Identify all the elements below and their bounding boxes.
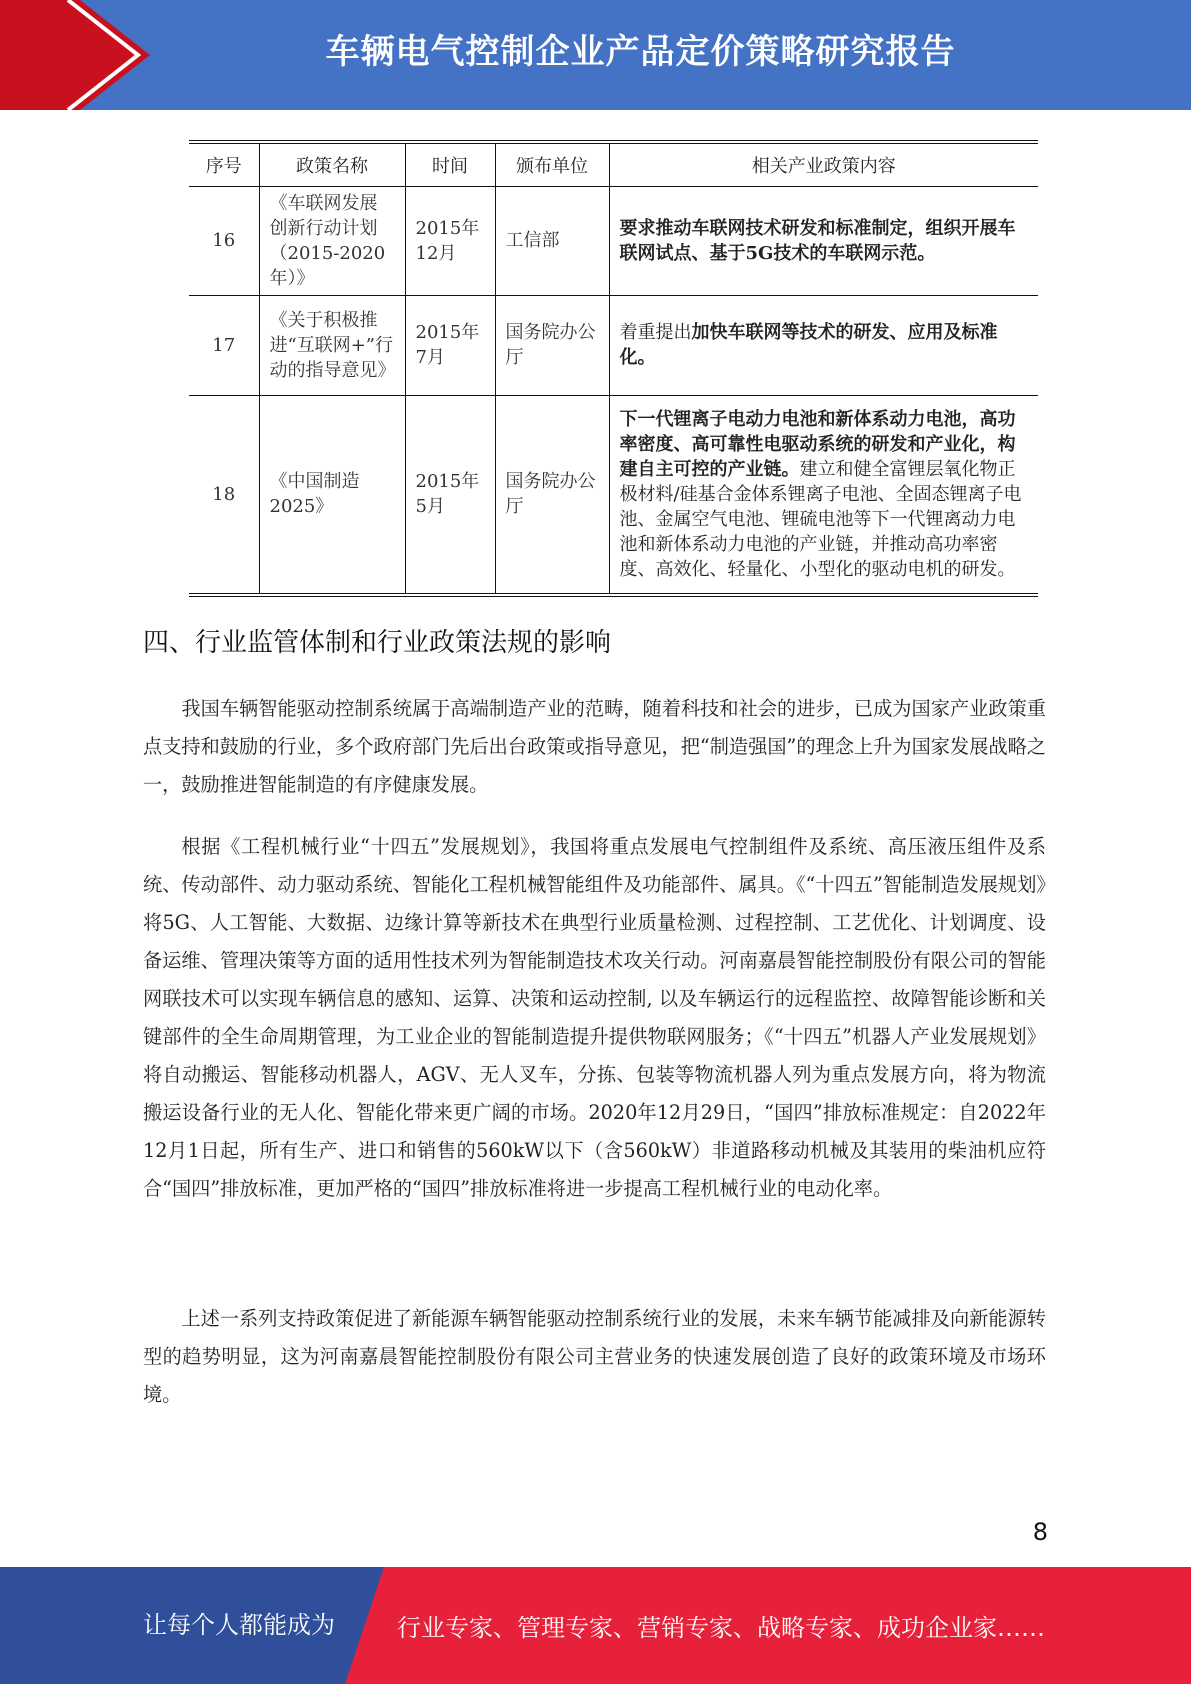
cell-unit: 国务院办公厅 <box>495 295 609 395</box>
footer-slogan-right: 行业专家、管理专家、营销专家、战略专家、成功企业家…… <box>397 1614 1045 1642</box>
footer-slogan-left: 让每个人都能成为 <box>143 1611 335 1639</box>
content-bold: 加快车联网等技术的研发、应用及标准化。 <box>619 322 998 368</box>
cell-content <box>609 295 1038 395</box>
table-row <box>189 186 1038 295</box>
page-number: 8 <box>1032 1518 1048 1546</box>
col-header-unit: 颁布单位 <box>495 142 609 186</box>
col-header-name: 政策名称 <box>259 142 405 186</box>
content-part2: 建立和健全富锂层氧化物正极材料/硅基合金体系锂离子电池、全固态锂离子电池、金属空气电池、锂硫电池等下一代锂离动力电池和新体系动力电池的产业链，并推动高功率密度、高效化、轻量化、小型化的驱动电机的研发。 <box>619 458 1022 580</box>
table-header-row <box>189 142 1038 186</box>
paragraph-3: 上述一系列支持政策促进了新能源车辆智能驱动控制系统行业的发展，未来车辆节能减排及向新能源转型的趋势明显，这为河南嘉晨智能控制股份有限公司主营业务的快速发展创造了良好的政策环境及市场环境。 <box>143 1307 1046 1406</box>
cell-name: 《中国制造2025》 <box>259 395 405 595</box>
col-header-content: 相关产业政策内容 <box>609 142 1038 186</box>
cell-time: 2015年5月 <box>405 395 495 595</box>
policy-table <box>189 140 1038 597</box>
cell-unit: 工信部 <box>495 186 609 295</box>
cell-time: 2015年7月 <box>405 295 495 395</box>
table-row <box>189 295 1038 395</box>
content-bold: 要求推动车联网技术研发和标准制定，组织开展车联网试点、基于5G技术的车联网示范。 <box>619 217 1016 264</box>
cell-content <box>609 395 1038 595</box>
cell-no: 16 <box>189 186 259 295</box>
col-header-time: 时间 <box>405 142 495 186</box>
paragraph-2: 根据《工程机械行业“十四五”发展规划》，我国将重点发展电气控制组件及系统、高压液压组件及系统、传动部件、动力驱动系统、智能化工程机械智能组件及功能部件、属具。《“十四五”智能制造发展规划》将5G、人工智能、大数据、边缘计算等新技术在典型行业质量检测、过程控制、工艺优化、计划调度、设备运维、管理决策等方面的适用性技术列为智能制造技术攻关行动。河南嘉晨智能控制股份有限公司的智能网联技术可以实现车辆信息的感知、运算、决策和运动控制, 以及车辆运行的远程监控、故障智能诊断和关键部件的全生命周期管理，为工业企业的智能制造提升提供物联网服务；《“十四五”机器人产业发展规划》将自动搬运、智能移动机器人，AGV、无人叉车，分拣、包装等物流机器人列为重点发展方向，将为物流搬运设备行业的无人化、智能化带来更广阔的市场。2020年12月29日，“国四”排放标准规定：自2022年12月1日起，所有生产、进口和销售的560kW以下（含560kW）非道路移动机械及其装用的柴油机应符合“国四”排放标准，更加严格的“国四”排放标准将进一步提高工程机械行业的电动化率。 <box>143 835 1046 1200</box>
cell-no: 18 <box>189 395 259 595</box>
section-heading: 四、行业监管体制和行业政策法规的影响 <box>143 628 612 658</box>
content-part1: 下一代锂离子电动力电池和新体系动力电池，高功率密度、高可靠性电驱动系统的研发和产业化，构建自主可控的产业链。 <box>619 408 1016 480</box>
table-row <box>189 395 1038 595</box>
paragraph-1: 我国车辆智能驱动控制系统属于高端制造产业的范畴，随着科技和社会的进步，已成为国家产业政策重点支持和鼓励的行业，多个政府部门先后出台政策或指导意见，把“制造强国”的理念上升为国家发展战略之一，鼓励推进智能制造的有序健康发展。 <box>143 697 1046 796</box>
cell-no: 17 <box>189 295 259 395</box>
header-arrow-decoration <box>0 0 150 110</box>
cell-name: 《车联网发展创新行动计划（2015-2020年）》 <box>259 186 405 295</box>
cell-name: 《关于积极推进“互联网+”行动的指导意见》 <box>259 295 405 395</box>
cell-unit: 国务院办公厅 <box>495 395 609 595</box>
report-title: 车辆电气控制企业产品定价策略研究报告 <box>325 32 956 72</box>
col-header-no: 序号 <box>189 142 259 186</box>
cell-content <box>609 186 1038 295</box>
page-header <box>0 0 1191 110</box>
page-footer <box>0 1567 1191 1684</box>
content-prefix: 着重提出 <box>619 322 692 343</box>
cell-time: 2015年12月 <box>405 186 495 295</box>
